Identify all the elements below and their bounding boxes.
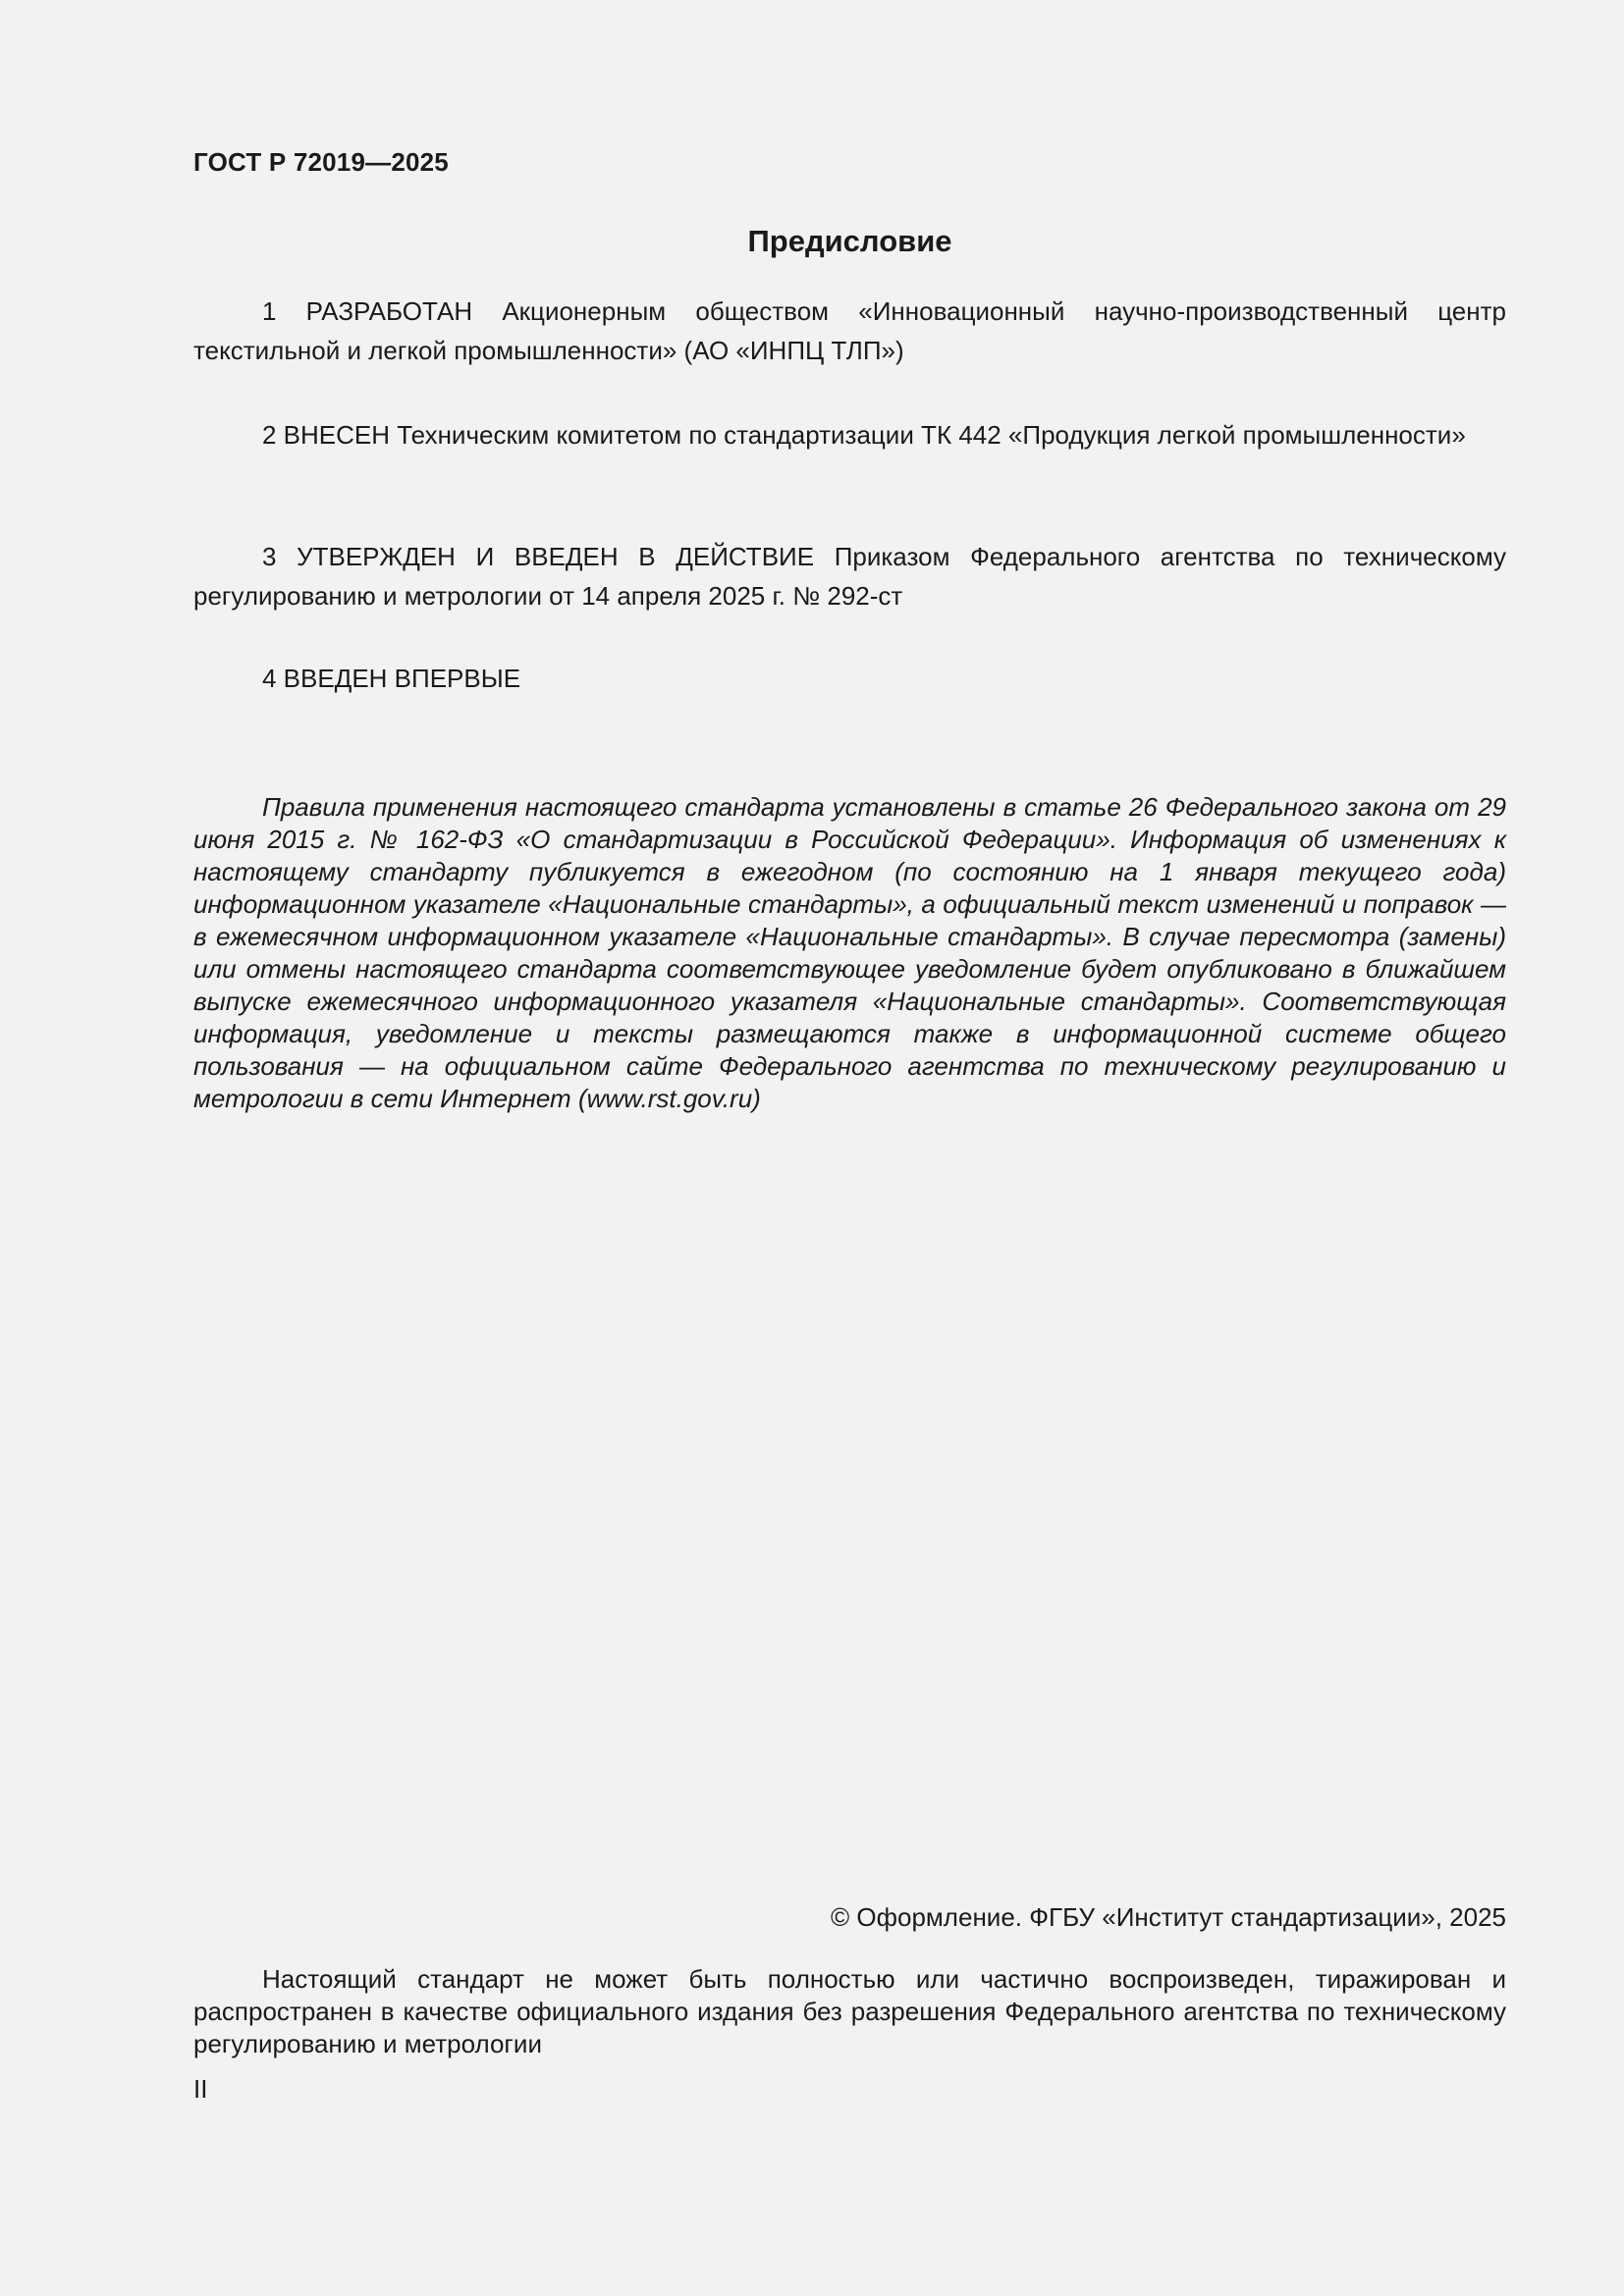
- page-number: II: [193, 2074, 208, 2104]
- preface-item-introduced: 4 ВВЕДЕН ВПЕРВЫЕ: [262, 664, 521, 693]
- preface-item-approved: 3 УТВЕРЖДЕН И ВВЕДЕН В ДЕЙСТВИЕ Приказом Федерального агентства по техническому регулированию и метрологии от 14 апреля 2025 г. № 292-ст: [193, 542, 1506, 611]
- document-code: ГОСТ Р 72019—2025: [193, 147, 449, 177]
- copyright-notice: © Оформление. ФГБУ «Институт стандартизации», 2025: [831, 1902, 1506, 1932]
- application-rules-paragraph: Правила применения настоящего стандарта установлены в статье 26 Федерального закона от 29 июня 2015 г. № 162-ФЗ «О стандартизации в Российской Федерации». Информация об изменениях к настоящему стандарту публикуется в ежегодном (по состоянию на 1 января текущего года) информационном указателе «Национальные стандарты», а официальный текст изменений и поправок — в ежемесячном информационном указателе «Национальные стандарты». В случае пересмотра (замены) или отмены настоящего стандарта соответствующее уведомление будет опубликовано в ближайшем выпуске ежемесячного информационного указателя «Национальные стандарты». Соответствующая информация, уведомление и тексты размещаются также в информационной системе общего пользования — на официальном сайте Федерального агентства по техническому регулированию и метрологии в сети Интернет (www.rst.gov.ru): [193, 792, 1506, 1113]
- preface-item-submitted: 2 ВНЕСЕН Техническим комитетом по стандартизации ТК 442 «Продукция легкой промышленности»: [262, 420, 1466, 450]
- reproduction-notice: Настоящий стандарт не может быть полностью или частично воспроизведен, тиражирован и распространен в качестве официального издания без разрешения Федерального агентства по техническому регулированию и метрологии: [193, 1964, 1506, 2058]
- preface-title: Предисловие: [747, 224, 952, 258]
- document-page: [193, 0, 1506, 2296]
- preface-item-developed: 1 РАЗРАБОТАН Акционерным обществом «Инновационный научно-производственный центр текстильной и легкой промышленности» (АО «ИНПЦ ТЛП»): [193, 296, 1506, 365]
